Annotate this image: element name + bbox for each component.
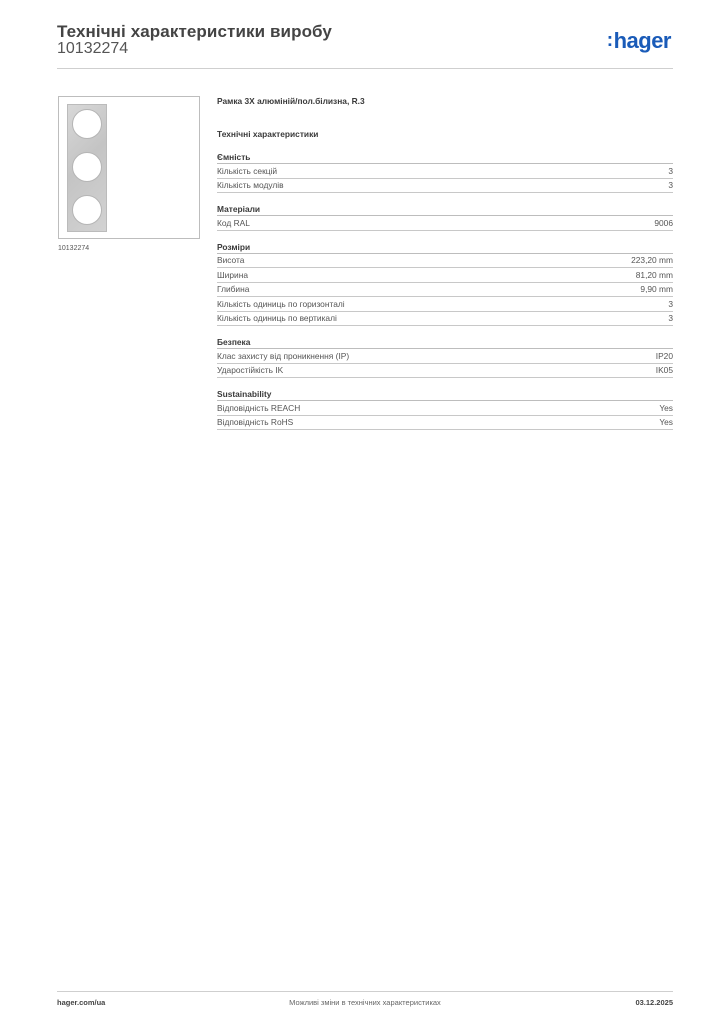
spec-group-title: Матеріали [217, 204, 261, 214]
spec-value: 3 [668, 313, 673, 324]
spec-row [217, 179, 673, 194]
spec-label: Код RAL [217, 217, 250, 228]
spec-group-title: Безпека [217, 337, 251, 347]
product-code: 10132274 [57, 40, 129, 57]
image-caption: 10132274 [58, 245, 90, 252]
spec-value: 223,20 mm [631, 255, 673, 266]
spec-group-title: Sustainability [217, 389, 272, 399]
spec-row [217, 164, 673, 179]
spec-value: 3 [668, 165, 673, 176]
spec-value: Yes [659, 417, 673, 428]
product-name: Рамка 3X алюміній/пол.білизна, R.3 [217, 96, 365, 106]
page-header [57, 20, 673, 70]
page-footer [57, 998, 673, 1010]
spec-row [217, 401, 673, 416]
spec-heading: Технічні характеристики [217, 129, 319, 139]
spec-row [217, 364, 673, 379]
spec-row [217, 416, 673, 431]
spec-label: Глибина [217, 284, 250, 295]
spec-label: Ширина [217, 269, 248, 280]
footer-divider [57, 991, 673, 992]
spec-row [217, 283, 673, 298]
spec-label: Відповідність REACH [217, 402, 301, 413]
spec-row [217, 349, 673, 364]
spec-value: 81,20 mm [635, 269, 673, 280]
page-title: Технічні характеристики виробу [57, 22, 332, 41]
spec-row [217, 312, 673, 327]
spec-value: IP20 [655, 350, 673, 361]
product-image [58, 96, 200, 239]
spec-label: Кількість одиниць по вертикалі [217, 313, 337, 324]
product-frame-3x-round-icon [67, 104, 107, 232]
spec-value: 3 [668, 298, 673, 309]
header-divider [57, 68, 673, 69]
footer-note: Можливі зміни в технічних характеристиках [289, 998, 441, 1007]
frame-opening-3 [72, 195, 102, 225]
spec-value: 3 [668, 180, 673, 191]
logo-colon: : [606, 30, 613, 51]
spec-value: Yes [659, 402, 673, 413]
spec-content [217, 96, 673, 430]
spec-value: 9,90 mm [640, 284, 673, 295]
spec-label: Кількість секцій [217, 165, 278, 176]
logo-text: hager [613, 28, 671, 53]
spec-group-title: Ємність [217, 152, 251, 162]
spec-row [217, 268, 673, 283]
spec-label: Відповідність RoHS [217, 417, 294, 428]
footer-url[interactable]: hager.com/ua [57, 998, 106, 1007]
spec-group-title: Розміри [217, 241, 251, 252]
spec-row [217, 254, 673, 269]
spec-row [217, 216, 673, 231]
spec-groups [217, 151, 673, 430]
spec-row [217, 297, 673, 312]
spec-label: Ударостійкість IK [217, 365, 284, 376]
spec-label: Кількість одиниць по горизонталі [217, 298, 345, 309]
hager-logo[interactable] [607, 28, 671, 54]
spec-value: IK05 [655, 365, 673, 376]
spec-label: Висота [217, 255, 245, 266]
spec-label: Клас захисту від проникнення (IP) [217, 350, 350, 361]
footer-date: 03.12.2025 [635, 998, 673, 1007]
spec-label: Кількість модулів [217, 180, 284, 191]
spec-value: 9006 [654, 217, 673, 228]
frame-opening-2 [72, 152, 102, 182]
frame-opening-1 [72, 109, 102, 139]
